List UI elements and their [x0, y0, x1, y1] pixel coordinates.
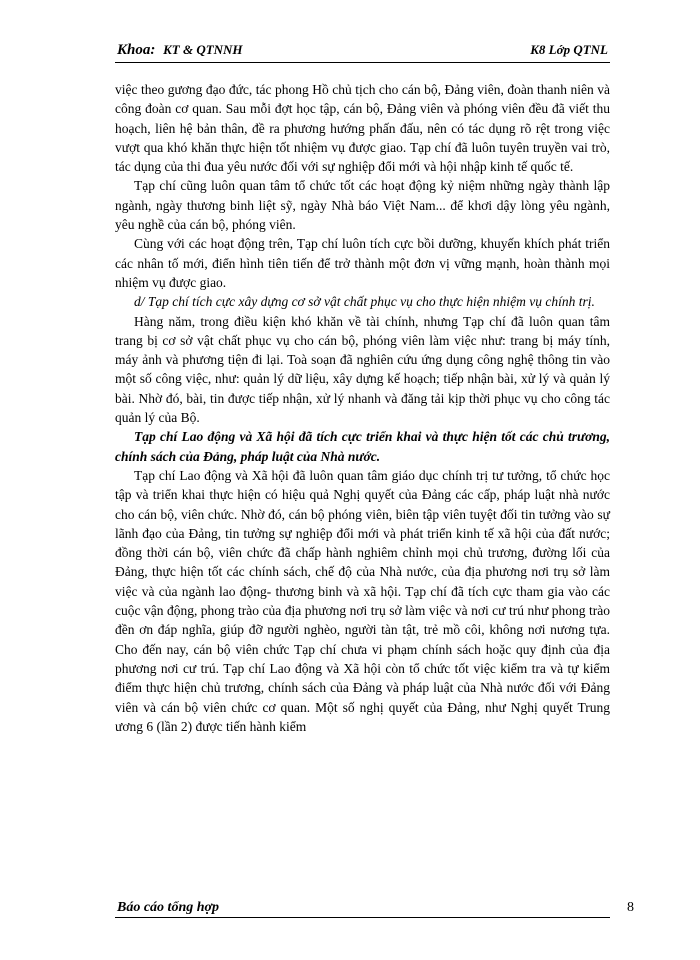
header-department-label: Khoa: [117, 42, 156, 58]
footer-title: Báo cáo tổng hợp [117, 900, 220, 915]
paragraph-2: Tạp chí cũng luôn quan tâm tổ chức tốt các hoạt động kỷ niệm những ngày thành lập ngành, ngày thương binh liệt sỹ, ngày Nhà báo Việt Nam... để khơi dậy lòng yêu ngành, yêu nghề của cán bộ, phóng viên. [115, 178, 610, 233]
paragraph-4: Hàng năm, trong điều kiện khó khăn về tài chính, nhưng Tạp chí đã luôn quan tâm trang bị cơ sở vật chất phục vụ cho cán bộ, phóng viên làm việc như: trang bị máy tính, máy ảnh và phương tiện đi lại. Toà soạn đã nghiên cứu ứng dụng công nghệ thông tin vào một số công việc, như: quản lý dữ liệu, xây dựng kế hoạch; tiếp nhận bài, xử lý và quản lý bài. Nhờ đó, bài, tin được tiếp nhận, xử lý nhanh và đăng tải kịp thời phục vụ cho công tác quản lý của Bộ. [115, 313, 610, 426]
page-number: 8 [627, 900, 634, 915]
page-header [115, 40, 610, 63]
section-heading-bold: Tạp chí Lao động và Xã hội đã tích cực triển khai và thực hiện tốt các chủ trương, chính sách của Đảng, pháp luật của Nhà nước. [115, 429, 610, 464]
header-department [117, 42, 243, 59]
paragraph-3: Cùng với các hoạt động trên, Tạp chí luôn tích cực bồi dưỡng, khuyến khích phát triển các nhân tố mới, điển hình tiên tiến để trở thành một đơn vị vững mạnh, hoàn thành mọi nhiệm vụ được giao. [115, 236, 610, 290]
document-body [115, 80, 610, 736]
header-class: K8 Lớp QTNL [530, 42, 608, 57]
header-department-value: KT & QTNNH [163, 42, 243, 57]
page-footer [115, 899, 634, 918]
section-heading-d: d/ Tạp chí tích cực xây dựng cơ sở vật chất phục vụ cho thực hiện nhiệm vụ chính trị. [134, 294, 595, 310]
paragraph-1: việc theo gương đạo đức, tác phong Hồ chủ tịch cho cán bộ, Đảng viên, đoàn thanh niên và công đoàn cơ quan. Sau mỗi đợt học tập, cán bộ, Đảng viên và phóng viên đều đã viết thu hoạch, liên hệ bản thân, đề ra phương hướng phấn đấu, nên có tác dụng rõ rệt trong việc vượt qua khó khăn thực hiện tốt nhiệm vụ được giao. Tạp chí đã luôn tuyên truyền vai trò, tác dụng của thi đua yêu nước đối với sự nghiệp đổi mới và hội nhập kinh tế quốc tế. [115, 82, 610, 175]
paragraph-5: Tạp chí Lao động và Xã hội đã luôn quan tâm giáo dục chính trị tư tưởng, tổ chức học tập và triển khai thực hiện có hiệu quả Nghị quyết của Đảng các cấp, pháp luật nhà nước cho cán bộ, viên chức. Nhờ đó, cán bộ phóng viên, biên tập viên tuyệt đối tin tưởng vào sự lãnh đạo của Đảng, tin tưởng sự nghiệp đổi mới và phát triển kinh tế xã hội của đất nước; đồng thời cán bộ, viên chức đã chấp hành nghiêm chỉnh mọi chủ trương, đường lối của Đảng, thực hiện tốt các chính sách, chế độ của Nhà nước, của địa phương nơi trụ sở làm việc và của ngành lao động- thương binh và xã hội. Tạp chí đã tích cực tham gia vào các cuộc vận động, phong trào của địa phương nơi trụ sở làm việc và nơi cư trú như phong trào đền ơn đáp nghĩa, giúp đỡ người nghèo, người tàn tật, trẻ mồ côi, không nơi nương tựa. Cho đến nay, cán bộ viên chức Tạp chí chưa vi phạm chính sách hoặc quy định của địa phương nơi cư trú. Tạp chí Lao động và Xã hội còn tổ chức tốt việc kiểm tra và tự kiểm điểm thực hiện chủ trương, chính sách của Đảng và pháp luật của Nhà nước đối với Đảng viên và cán bộ viên chức cơ quan. Một số nghị quyết của Đảng, như Nghị quyết Trung ương 6 (lần 2) được tiến hành kiểm [115, 467, 610, 734]
